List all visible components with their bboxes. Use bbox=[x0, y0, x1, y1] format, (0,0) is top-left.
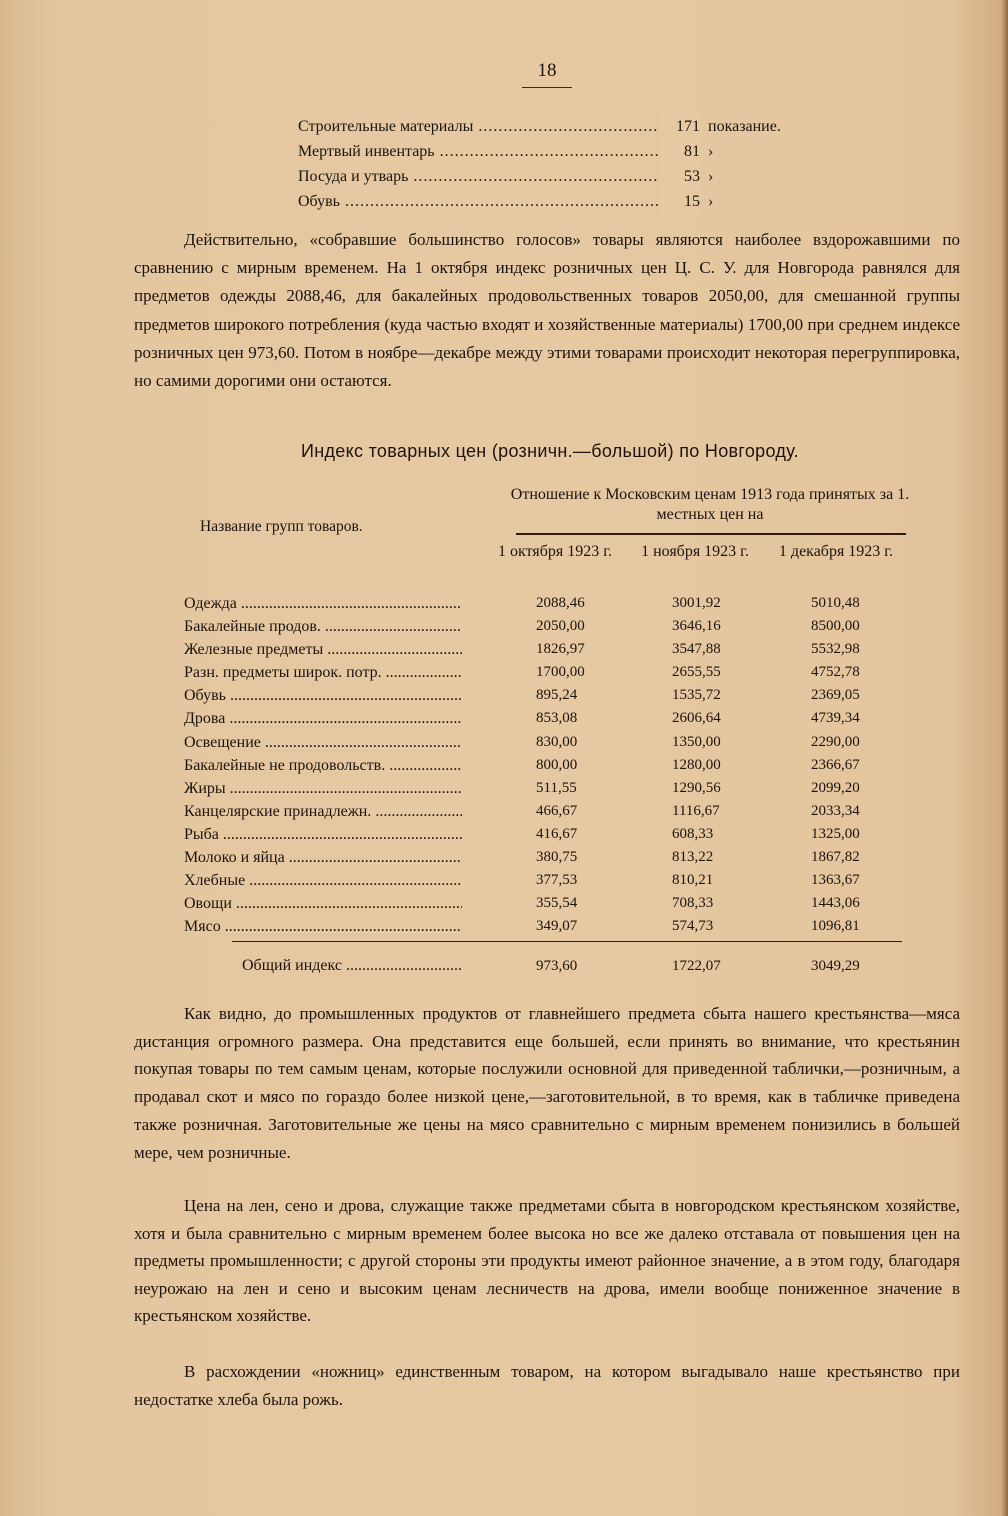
row-name: Овощи ..... bbox=[184, 892, 462, 915]
column-header-oct: 1 октября 1923 г. bbox=[498, 543, 612, 560]
cell-oct: 800,00 bbox=[536, 756, 578, 773]
table-row bbox=[184, 754, 914, 777]
cell-dec: 2290,00 bbox=[811, 733, 860, 750]
table-row bbox=[184, 892, 914, 915]
cell-dec: 5532,98 bbox=[811, 641, 860, 658]
row-name: Жиры ..... bbox=[184, 777, 462, 800]
cell-dec: 1325,00 bbox=[811, 825, 860, 842]
list-item bbox=[298, 114, 818, 139]
list-item-unit: › bbox=[708, 168, 714, 185]
row-name: Мясо ..... bbox=[184, 915, 462, 938]
row-name: Железные предметы ..... bbox=[184, 638, 462, 661]
paragraph-flax-hay-wood: Цена на лен, сено и дрова, служащие также предметами сбыта в новгородском крестьянском хозяйстве, хотя и была сравнительно с мирным временем более высока но все же далеко отставала от повышения цен на предметы промышленности; с другой стороны эти продукты имеют районное значение, а в этом году, благодаря неурожаю на лен и сено и высоким ценам лесничеств на дрова, имели вообще пониженное значение в крестьянском хозяйстве. bbox=[134, 1196, 960, 1325]
paragraph-meat-distance: Как видно, до промышленных продуктов от главнейшего предмета сбыта нашего крестьянства—мяса дистанция огромного размера. Она представится еще большей, если принять во внимание, что крестьянин покупая товары по тем самым ценам, которые послужили основной для приведенной таблички,—розничным, а продавал скот и мясо по гораздо более низкой цене,—заготовительной, в то время, как в табличке приведена также розничная. Заготовительные же цены на мясо сравнительно с мирным временем понизились в большей мере, чем розничные. bbox=[134, 1004, 960, 1162]
list-item-label: Строительные материалы ..... bbox=[298, 114, 658, 139]
list-item-value: 81 bbox=[660, 139, 700, 164]
page-edge bbox=[1002, 0, 1008, 1516]
cell-oct: 1700,00 bbox=[536, 664, 585, 681]
total-rule bbox=[232, 941, 902, 942]
cell-oct: 377,53 bbox=[536, 872, 578, 889]
row-name: Молоко и яйца ..... bbox=[184, 846, 462, 869]
cell-oct: 853,08 bbox=[536, 710, 578, 727]
column-header-nov: 1 ноября 1923 г. bbox=[641, 543, 749, 560]
cell-dec: 1096,81 bbox=[811, 918, 860, 935]
cell-dec: 5010,48 bbox=[811, 595, 860, 611]
list-item-value: 53 bbox=[660, 164, 700, 189]
cell-nov: 3001,92 bbox=[672, 595, 721, 611]
table-row bbox=[184, 638, 914, 661]
list-item-unit: показание. bbox=[708, 118, 781, 135]
cell-dec: 4739,34 bbox=[811, 710, 860, 727]
cell-oct: 2050,00 bbox=[536, 618, 585, 635]
table-row bbox=[184, 684, 914, 707]
cell-oct: 2088,46 bbox=[536, 595, 585, 611]
table-name-header: Название групп товаров. bbox=[200, 518, 363, 535]
cell-dec: 8500,00 bbox=[811, 618, 860, 635]
cell-oct: 511,55 bbox=[536, 779, 577, 796]
group-header-rule bbox=[516, 533, 906, 535]
row-name: Освещение ..... bbox=[184, 731, 462, 754]
materials-list bbox=[298, 114, 818, 214]
price-index-table bbox=[184, 592, 914, 938]
cell-nov: 1290,56 bbox=[672, 779, 721, 796]
table-row bbox=[184, 661, 914, 684]
list-item-label: Посуда и утварь ..... bbox=[298, 164, 658, 189]
total-oct: 973,60 bbox=[536, 958, 578, 974]
table-row bbox=[184, 615, 914, 638]
total-dec: 3049,29 bbox=[811, 958, 860, 974]
cell-oct: 416,67 bbox=[536, 825, 578, 842]
cell-dec: 1363,67 bbox=[811, 872, 860, 889]
table-row bbox=[184, 777, 914, 800]
cell-oct: 1826,97 bbox=[536, 641, 585, 658]
page-number: 18 bbox=[537, 60, 557, 81]
cell-nov: 574,73 bbox=[672, 918, 714, 935]
cell-nov: 3646,16 bbox=[672, 618, 721, 635]
cell-oct: 355,54 bbox=[536, 895, 578, 912]
cell-dec: 2099,20 bbox=[811, 779, 860, 796]
table-row bbox=[184, 731, 914, 754]
table-row bbox=[184, 592, 914, 615]
table-group-header: Отношение к Московским ценам 1913 года принятых за 1. местных цен на bbox=[510, 486, 910, 523]
table-row bbox=[184, 800, 914, 823]
cell-nov: 810,21 bbox=[672, 872, 714, 889]
table-total-row bbox=[184, 953, 914, 979]
cell-nov: 3547,88 bbox=[672, 641, 721, 658]
row-name: Обувь ..... bbox=[184, 684, 462, 707]
column-header-dec: 1 декабря 1923 г. bbox=[778, 543, 894, 560]
table-title: Индекс товарных цен (розничн.—большой) по Новгороду. bbox=[301, 441, 799, 461]
cell-nov: 2606,64 bbox=[672, 710, 721, 727]
cell-dec: 2366,67 bbox=[811, 756, 860, 773]
total-nov: 1722,07 bbox=[672, 958, 721, 974]
cell-dec: 2369,05 bbox=[811, 687, 860, 704]
list-item bbox=[298, 189, 818, 214]
row-name: Хлебные ..... bbox=[184, 869, 462, 892]
table-row bbox=[184, 869, 914, 892]
table-row bbox=[184, 846, 914, 869]
cell-dec: 2033,34 bbox=[811, 802, 860, 819]
row-name: Бакалейные продов. ..... bbox=[184, 615, 462, 638]
list-item-unit: › bbox=[708, 143, 714, 160]
cell-nov: 2655,55 bbox=[672, 664, 721, 681]
paragraph-rye: В расхождении «ножниц» единственным товаром, на котором выгадывало наше крестьянство при недостатке хлеба была рожь. bbox=[134, 1362, 960, 1409]
list-item-unit: › bbox=[708, 193, 714, 210]
cell-oct: 466,67 bbox=[536, 802, 578, 819]
row-name: Одежда ..... bbox=[184, 592, 462, 615]
table-row bbox=[184, 823, 914, 846]
list-item-value: 15 bbox=[660, 189, 700, 214]
paragraph-intro: Действительно, «собравшие большинство голосов» товары являются наиболее вздорожавшими по сравнению с мирным временем. На 1 октября индекс розничных цен Ц. С. У. для Новгорода равнялся для предметов одежды 2088,46, для бакалейных продовольственных товаров 2050,00, для смешанной группы предметов широкого потребления (куда частью входят и хозяйственные материалы) 1700,00 при среднем индексе розничных цен 973,60. Потом в ноябре—декабре между этими товарами происходит некоторая перегруппировка, но самими дорогими они остаются. bbox=[134, 230, 960, 391]
cell-dec: 1867,82 bbox=[811, 849, 860, 866]
total-name: Общий индекс ..... bbox=[242, 953, 462, 979]
list-item-value: 171 bbox=[660, 114, 700, 139]
cell-nov: 1280,00 bbox=[672, 756, 721, 773]
row-name: Бакалейные не продовольств. ..... bbox=[184, 754, 462, 777]
cell-nov: 608,33 bbox=[672, 825, 714, 842]
table-row bbox=[184, 707, 914, 730]
list-item-label: Мертвый инвентарь ..... bbox=[298, 139, 658, 164]
page-number-underline bbox=[522, 87, 572, 88]
list-item bbox=[298, 164, 818, 189]
cell-oct: 349,07 bbox=[536, 918, 578, 935]
list-item-label: Обувь ..... bbox=[298, 189, 658, 214]
cell-nov: 708,33 bbox=[672, 895, 714, 912]
cell-nov: 1350,00 bbox=[672, 733, 721, 750]
cell-oct: 380,75 bbox=[536, 849, 578, 866]
cell-oct: 895,24 bbox=[536, 687, 578, 704]
cell-dec: 1443,06 bbox=[811, 895, 860, 912]
cell-nov: 813,22 bbox=[672, 849, 714, 866]
table-row bbox=[184, 915, 914, 938]
list-item bbox=[298, 139, 818, 164]
cell-nov: 1535,72 bbox=[672, 687, 721, 704]
row-name: Рыба ..... bbox=[184, 823, 462, 846]
row-name: Канцелярские принадлежн. ..... bbox=[184, 800, 462, 823]
cell-dec: 4752,78 bbox=[811, 664, 860, 681]
cell-oct: 830,00 bbox=[536, 733, 578, 750]
cell-nov: 1116,67 bbox=[672, 802, 720, 819]
row-name: Разн. предметы широк. потр. ..... bbox=[184, 661, 462, 684]
row-name: Дрова ..... bbox=[184, 707, 462, 730]
